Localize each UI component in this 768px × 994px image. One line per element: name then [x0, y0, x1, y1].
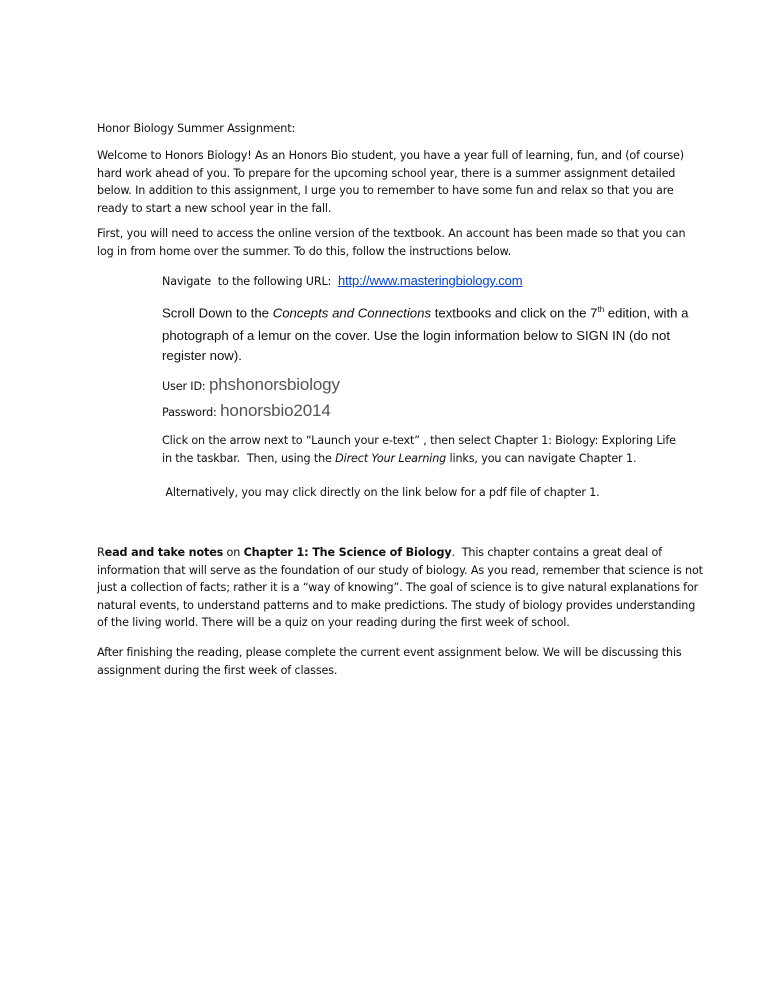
text-line: log in from home over the summer. To do this, follow the instructions below. [97, 244, 512, 258]
user-id-line [162, 376, 340, 396]
password-line [162, 402, 331, 422]
text-line: natural events, to understand patterns and to make predictions. The study of biology provides understanding [97, 598, 696, 612]
textbook-title: Concepts and Connections [272, 305, 432, 321]
navigate-label: Navigate to the following URL: [162, 275, 338, 288]
password-label: Password: [162, 406, 221, 419]
text-line: assignment during the first week of classes. [97, 663, 338, 677]
reading-paragraph [97, 544, 703, 632]
user-id-value: phshonorsbiology [208, 375, 340, 394]
text-span: Scroll Down to the [162, 305, 273, 321]
user-id-label: User ID: [162, 380, 209, 393]
text-line [162, 296, 688, 326]
alternatively-line: Alternatively, you may click directly on the link below for a pdf file of chapter 1. [162, 486, 600, 499]
text-line: register now). [162, 348, 242, 364]
navigate-line [162, 272, 522, 291]
read-and-take-notes: ead and take notes [104, 546, 224, 559]
first-paragraph [97, 225, 685, 260]
document-title: Honor Biology Summer Assignment: [97, 122, 296, 135]
mastering-biology-link[interactable]: http://www.masteringbiology.com [337, 273, 523, 288]
text-span: in the taskbar. Then, using the [162, 451, 336, 465]
text-line: Click on the arrow next to “Launch your e-text” , then select Chapter 1: Biology: Exploring Life [162, 434, 676, 447]
text-line [97, 544, 703, 562]
text-span: . This chapter contains a great deal of [451, 546, 662, 559]
text-line: Welcome to Honors Biology! As an Honors Bio student, you have a year full of learning, fun, and (of course) [97, 149, 685, 162]
text-line: ready to start a new school year in the fall. [97, 201, 332, 215]
text-line [162, 450, 676, 468]
text-line: hard work ahead of you. To prepare for the upcoming school year, there is a summer assignment detailed [97, 166, 676, 180]
click-paragraph [162, 432, 676, 467]
text-line: below. In addition to this assignment, I urge you to remember to have some fun and relax so that you are [97, 184, 674, 198]
scroll-paragraph [162, 296, 688, 366]
password-value: honorsbio2014 [220, 401, 331, 420]
text-span: R [97, 546, 105, 559]
text-line: information that will serve as the foundation of our study of biology. As you read, remember that science is not [97, 563, 703, 577]
after-paragraph [97, 644, 682, 679]
intro-paragraph [97, 147, 684, 217]
text-line: of the living world. There will be a quiz on your reading during the first week of school. [97, 616, 570, 630]
text-span: textbooks and click on the 7 [431, 305, 598, 321]
text-span: edition, with a [604, 305, 689, 321]
superscript: th [597, 305, 605, 314]
text-line: First, you will need to access the online version of the textbook. An account has been made so that you can [97, 227, 686, 240]
chapter-title: Chapter 1: The Science of Biology [243, 546, 452, 559]
text-span: links, you can navigate Chapter 1. [446, 451, 637, 465]
text-line: just a collection of facts; rather it is a “way of knowing”. The goal of science is to give natural explanations for [97, 581, 699, 595]
text-span: on [223, 546, 244, 559]
text-line: After finishing the reading, please complete the current event assignment below. We will be discussing this [97, 646, 682, 659]
text-line: photograph of a lemur on the cover. Use the login information below to SIGN IN (do not [162, 328, 671, 344]
direct-your-learning: Direct Your Learning [335, 451, 447, 465]
